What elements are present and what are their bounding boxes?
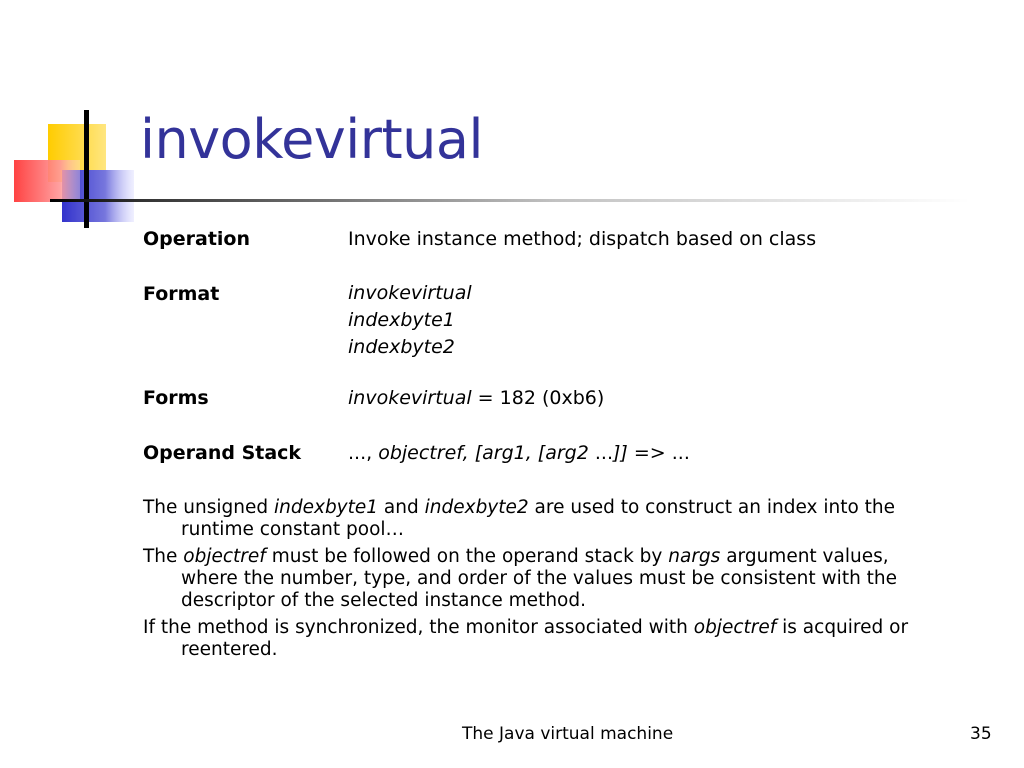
stack-prefix: ...,	[348, 442, 373, 464]
forms-opcode-name: invokevirtual	[348, 387, 472, 409]
term-indexbyte2: indexbyte2	[424, 497, 529, 518]
forms-value	[348, 387, 604, 409]
paragraph-line: runtime constant pool…	[181, 519, 405, 540]
stack-args: objectref, [arg1, [arg2	[372, 442, 595, 464]
forms-opcode-number: = 182 (0xb6)	[471, 387, 605, 409]
description-paragraph-2	[143, 546, 983, 612]
format-line: indexbyte2	[348, 336, 455, 358]
text: are used to construct an index into the	[528, 497, 896, 518]
text: The unsigned	[143, 497, 274, 518]
text: The	[143, 546, 184, 567]
stack-arrow: ]] =>	[612, 442, 666, 464]
description-paragraph-1	[143, 497, 983, 541]
text: If the method is synchronized, the monitor associated with	[143, 617, 694, 638]
operation-value: Invoke instance method; dispatch based on class	[348, 228, 817, 250]
page-number: 35	[970, 724, 992, 744]
stack-ellipsis: ...	[594, 442, 613, 464]
format-line: invokevirtual	[348, 282, 472, 304]
paragraph-line: reentered.	[181, 639, 278, 660]
paragraph-line: descriptor of the selected instance method.	[181, 590, 586, 611]
term-objectref: objectref	[693, 617, 777, 638]
format-values	[348, 280, 472, 361]
text: is acquired or	[776, 617, 909, 638]
footer-caption: The Java virtual machine	[462, 724, 674, 744]
forms-label: Forms	[143, 387, 209, 409]
term-indexbyte1: indexbyte1	[274, 497, 379, 518]
term-nargs: nargs	[668, 546, 721, 567]
text: argument values,	[720, 546, 889, 567]
format-line: indexbyte1	[348, 309, 455, 331]
operand-stack-label: Operand Stack	[143, 442, 302, 464]
decorative-logo-icon	[0, 0, 140, 240]
operation-label: Operation	[143, 228, 251, 250]
title-divider	[50, 199, 970, 202]
operand-stack-value	[348, 442, 690, 464]
text: and	[378, 497, 425, 518]
paragraph-line: where the number, type, and order of the values must be consistent with the	[181, 568, 898, 589]
stack-result: ...	[665, 442, 690, 464]
format-label: Format	[143, 283, 220, 305]
slide-title: invokevirtual	[140, 108, 483, 171]
description-paragraph-3	[143, 617, 983, 661]
text: must be followed on the operand stack by	[265, 546, 669, 567]
term-objectref: objectref	[183, 546, 266, 567]
